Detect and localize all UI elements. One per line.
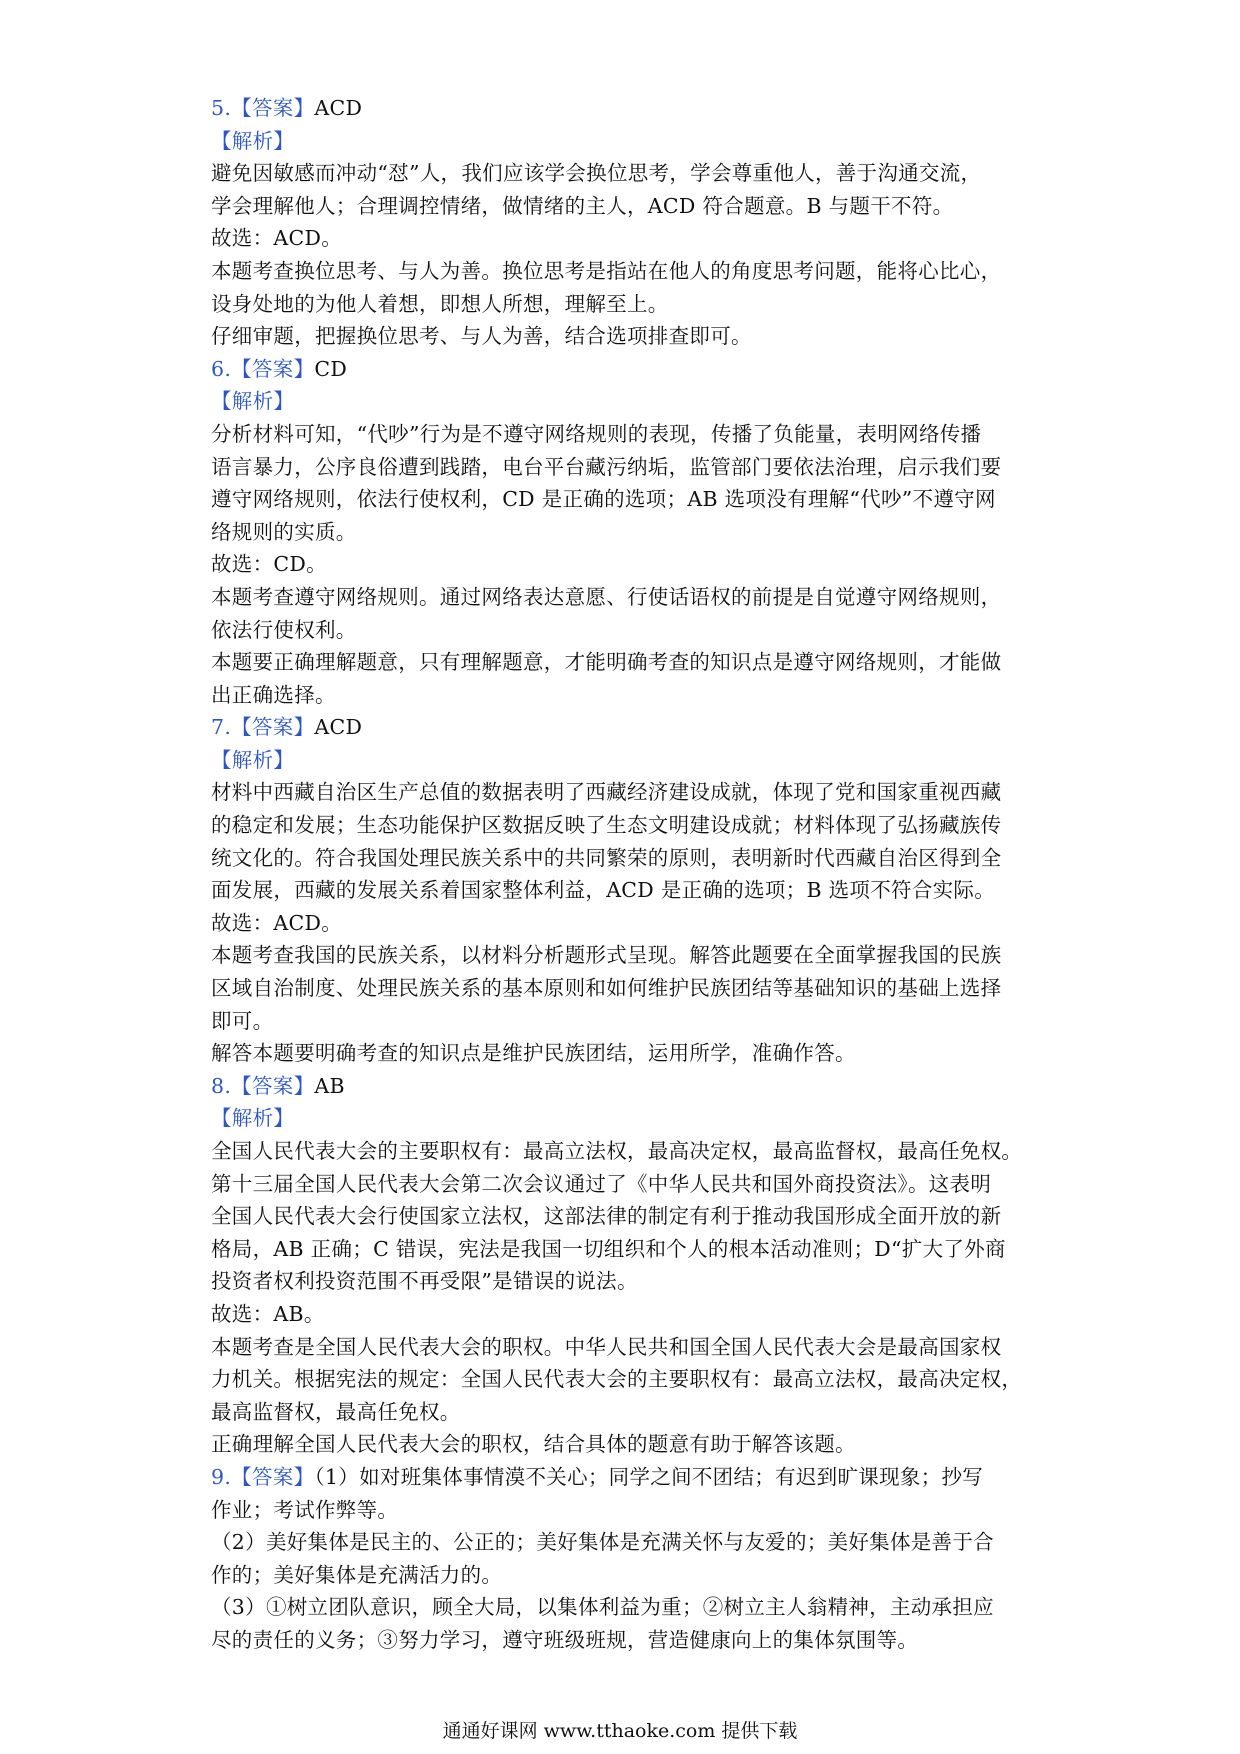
body-line: 区域自治制度、处理民族关系的基本原则和如何维护民族团结等基础知识的基础上选择 [211, 976, 1002, 1001]
answer-item-9 [211, 1461, 1041, 1657]
body-line: 本题考查换位思考、与人为善。换位思考是指站在他人的角度思考问题，能将心比心， [211, 258, 1002, 283]
answer-item [211, 92, 1041, 353]
body-line: 语言暴力，公序良俗遭到践踏，电台平台藏污纳垢，监管部门要依法治理，启示我们要 [211, 454, 1002, 479]
body-line: 本题要正确理解题意，只有理解题意，才能明确考查的知识点是遵守网络规则，才能做 [211, 650, 1002, 675]
body-line: 力机关。根据宪法的规定：全国人民代表大会的主要职权有：最高立法权，最高决定权， [211, 1367, 1023, 1392]
analysis-tag: 【解析】 [211, 389, 295, 414]
body-line: 本题考查是全国人民代表大会的职权。中华人民共和国全国人民代表大会是最高国家权 [211, 1334, 1002, 1359]
body-line: 全国人民代表大会行使国家立法权，这部法律的制定有利于推动我国形成全面开放的新 [211, 1204, 1002, 1229]
body-line: 本题考查我国的民族关系，以材料分析题形式呈现。解答此题要在全面掌握我国的民族 [211, 943, 1002, 968]
body-line: 最高监督权，最高任免权。 [211, 1399, 461, 1424]
page-footer: 通通好课网 www.tthaoke.com 提供下载 [442, 1720, 798, 1742]
body-line: 故选：CD。 [211, 552, 327, 577]
body-line: 避免因敏感而冲动“怼”人，我们应该学会换位思考，学会尊重他人，善于沟通交流， [211, 161, 982, 186]
question-number: 6. [211, 356, 232, 381]
body-line: 统文化的。符合我国处理民族关系中的共同繁荣的原则，表明新时代西藏自治区得到全 [211, 845, 1002, 870]
body-line: 故选：ACD。 [211, 910, 343, 935]
body-line: 依法行使权利。 [211, 617, 357, 642]
body-line: （3）①树立团队意识，顾全大局，以集体利益为重；②树立主人翁精神，主动承担应 [211, 1595, 994, 1620]
answer-text: ACD [314, 715, 363, 740]
body-line: 面发展，西藏的发展关系着国家整体利益，ACD 是正确的选项；B 选项不符合实际。 [211, 878, 996, 903]
answer-line [211, 711, 1041, 744]
answer-tag: 【答案】 [231, 356, 315, 381]
body-line: 学会理解他人；合理调控情绪，做情绪的主人，ACD 符合题意。B 与题干不符。 [211, 193, 954, 218]
body-line: 遵守网络规则，依法行使权利，CD 是正确的选项；AB 选项没有理解“代吵”不遵守网 [211, 487, 996, 512]
answer-tag: 【答案】 [231, 1464, 315, 1489]
body-line: 第十三届全国人民代表大会第二次会议通过了《中华人民共和国外商投资法》。这表明 [211, 1171, 992, 1196]
answer-text: （1）如对班集体事情漠不关心；同学之间不团结；有迟到旷课现象；抄写 [314, 1464, 984, 1489]
answer-body [211, 1494, 1041, 1657]
answer-item [211, 353, 1041, 712]
analysis-tag: 【解析】 [211, 747, 295, 772]
question-number: 8. [211, 1073, 232, 1098]
body-line: 格局，AB 正确；C 错误，宪法是我国一切组织和个人的根本活动准则；D“扩大了外商 [211, 1236, 1006, 1261]
answer-item [211, 711, 1041, 1070]
answer-line [211, 92, 1041, 125]
analysis-tag: 【解析】 [211, 128, 295, 153]
question-number: 5. [211, 96, 232, 120]
body-line: 投资者权利投资范围不再受限”是错误的说法。 [211, 1269, 638, 1294]
answer-text: AB [314, 1073, 345, 1098]
answer-tag: 【答案】 [231, 715, 315, 740]
answer-items [211, 92, 1041, 1461]
answer-item [211, 1070, 1041, 1461]
body-line: 本题考查遵守网络规则。通过网络表达意愿、行使话语权的前提是自觉遵守网络规则， [211, 584, 1002, 609]
body-line: 出正确选择。 [211, 682, 336, 707]
question-number: 7. [211, 715, 232, 740]
answer-content [211, 92, 1041, 1657]
question-number: 9. [211, 1464, 232, 1489]
answer-tag: 【答案】 [231, 1073, 315, 1098]
answer-line [211, 1461, 1041, 1494]
answer-text: CD [314, 356, 348, 381]
body-line: 仔细审题，把握换位思考、与人为善，结合选项排查即可。 [211, 324, 752, 349]
body-line: 设身处地的为他人着想，即想人所想，理解至上。 [211, 291, 669, 316]
body-line: 故选：AB。 [211, 1301, 325, 1326]
body-line: 故选：ACD。 [211, 226, 343, 251]
answer-line [211, 1070, 1041, 1103]
body-line: 尽的责任的义务；③努力学习，遵守班级班规，营造健康向上的集体氛围等。 [211, 1627, 919, 1652]
body-line: 作业；考试作弊等。 [211, 1497, 399, 1522]
answer-tag: 【答案】 [231, 96, 315, 120]
answer-line [211, 353, 1041, 386]
body-line: 正确理解全国人民代表大会的职权，结合具体的题意有助于解答该题。 [211, 1432, 856, 1457]
body-line: 全国人民代表大会的主要职权有：最高立法权，最高决定权，最高监督权，最高任免权。 [211, 1139, 1023, 1163]
body-line: 解答本题要明确考查的知识点是维护民族团结，运用所学，准确作答。 [211, 1041, 856, 1066]
analysis-tag: 【解析】 [211, 1106, 295, 1131]
body-line: （2）美好集体是民主的、公正的；美好集体是充满关怀与友爱的；美好集体是善于合 [211, 1530, 994, 1555]
body-line: 材料中西藏自治区生产总值的数据表明了西藏经济建设成就，体现了党和国家重视西藏 [211, 780, 1002, 805]
body-line: 即可。 [211, 1008, 274, 1033]
body-line: 的稳定和发展；生态功能保护区数据反映了生态文明建设成就；材料体现了弘扬藏族传 [211, 813, 1002, 838]
answer-text: ACD [314, 96, 363, 120]
body-line: 作的；美好集体是充满活力的。 [211, 1562, 503, 1587]
body-line: 分析材料可知，“代吵”行为是不遵守网络规则的表现，传播了负能量，表明网络传播 [211, 421, 982, 446]
body-line: 络规则的实质。 [211, 519, 357, 544]
